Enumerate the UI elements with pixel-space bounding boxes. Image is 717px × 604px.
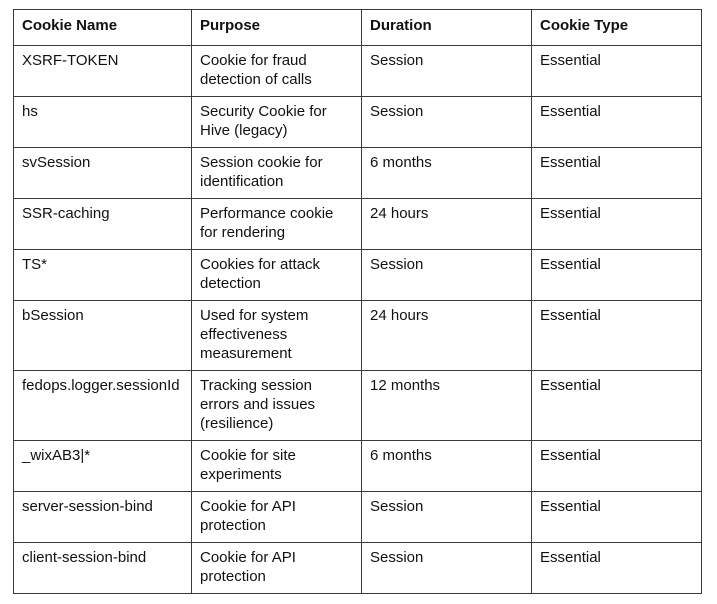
header-cookie-type: Cookie Type xyxy=(532,10,702,46)
cell-duration: Session xyxy=(362,250,532,301)
cell-purpose: Cookie for site experiments xyxy=(192,441,362,492)
header-cookie-name: Cookie Name xyxy=(14,10,192,46)
cell-purpose: Cookie for API protection xyxy=(192,492,362,543)
cell-cookie-name: XSRF-TOKEN xyxy=(14,46,192,97)
cell-cookie-type: Essential xyxy=(532,441,702,492)
table-row xyxy=(14,148,702,199)
cell-cookie-type: Essential xyxy=(532,301,702,371)
cell-purpose: Cookie for API protection xyxy=(192,543,362,594)
cell-cookie-name: server-session-bind xyxy=(14,492,192,543)
table-row xyxy=(14,492,702,543)
cell-purpose: Cookie for fraud detection of calls xyxy=(192,46,362,97)
cell-cookie-name: TS* xyxy=(14,250,192,301)
cell-duration: Session xyxy=(362,97,532,148)
cell-cookie-type: Essential xyxy=(532,250,702,301)
header-duration: Duration xyxy=(362,10,532,46)
cell-cookie-name: bSession xyxy=(14,301,192,371)
cell-purpose: Session cookie for identification xyxy=(192,148,362,199)
cell-purpose: Cookies for attack detection xyxy=(192,250,362,301)
cell-cookie-type: Essential xyxy=(532,543,702,594)
cell-purpose: Security Cookie for Hive (legacy) xyxy=(192,97,362,148)
cell-cookie-type: Essential xyxy=(532,199,702,250)
table-row xyxy=(14,441,702,492)
cell-cookie-type: Essential xyxy=(532,371,702,441)
cell-duration: Session xyxy=(362,543,532,594)
cell-purpose: Performance cookie for rendering xyxy=(192,199,362,250)
header-row xyxy=(14,10,702,46)
cell-cookie-name: client-session-bind xyxy=(14,543,192,594)
table-row xyxy=(14,97,702,148)
cell-duration: 12 months xyxy=(362,371,532,441)
cell-duration: 24 hours xyxy=(362,199,532,250)
cell-duration: Session xyxy=(362,492,532,543)
table-row xyxy=(14,543,702,594)
cell-purpose: Tracking session errors and issues (resilience) xyxy=(192,371,362,441)
cell-cookie-name: SSR-caching xyxy=(14,199,192,250)
cell-duration: 6 months xyxy=(362,441,532,492)
cell-cookie-type: Essential xyxy=(532,46,702,97)
cell-cookie-type: Essential xyxy=(532,492,702,543)
cell-duration: 24 hours xyxy=(362,301,532,371)
table-row xyxy=(14,301,702,371)
cell-duration: Session xyxy=(362,46,532,97)
cell-cookie-type: Essential xyxy=(532,97,702,148)
table-row xyxy=(14,199,702,250)
table-row xyxy=(14,46,702,97)
table-row xyxy=(14,371,702,441)
cell-cookie-name: _wixAB3|* xyxy=(14,441,192,492)
table-row xyxy=(14,250,702,301)
header-purpose: Purpose xyxy=(192,10,362,46)
cell-cookie-name: fedops.logger.sessionId xyxy=(14,371,192,441)
cell-duration: 6 months xyxy=(362,148,532,199)
cell-cookie-name: svSession xyxy=(14,148,192,199)
cell-purpose: Used for system effectiveness measurement xyxy=(192,301,362,371)
cell-cookie-type: Essential xyxy=(532,148,702,199)
cookie-table xyxy=(13,9,702,594)
cell-cookie-name: hs xyxy=(14,97,192,148)
